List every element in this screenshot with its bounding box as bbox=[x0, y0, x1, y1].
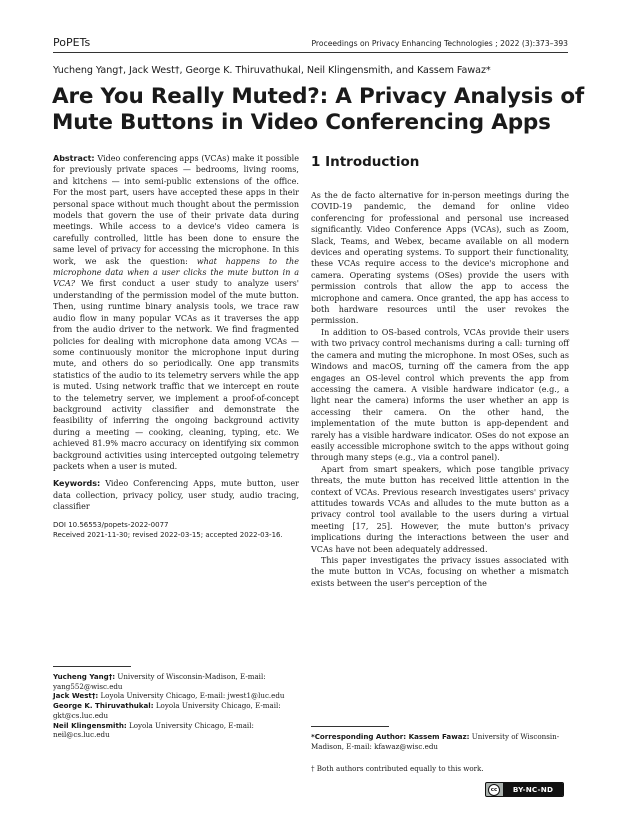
footnote-author-name: George K. Thiruvathukal: bbox=[53, 701, 154, 711]
cc-license-badge[interactable] bbox=[485, 782, 564, 797]
footnote-author-affiliation: Loyola University Chicago, E-mail: neil@cs.luc.edu bbox=[53, 720, 254, 740]
paragraph: In addition to OS-based controls, VCAs provide their users with two privacy control mechanisms during a call: turning off the camera and muting the microphone. In most OSes, such as Windows and macOS, turning off the camera from the app engages an OS-level control which prevents the app from accessing the camera. A visible hardware indicator (e.g., a light near the camera) informs the user whether an app is accessing their camera. On the other hand, the implementation of the mute button is app-dependent and rarely has a visible hardware indicator. OSes do not expose an easily accessible microphone switch to the apps without going through many steps (e.g., via a control panel). bbox=[311, 327, 569, 463]
footnote-author-affiliation: University of Wisconsin-Madison, E-mail: yang552@wisc.edu bbox=[53, 672, 266, 691]
keywords bbox=[53, 478, 299, 512]
abstract-text-2: We first conduct a user study to analyze users' understanding of the permission model of the mute button. Then, using runtime binary analysis tools, we trace raw audio flow in many popular VCAs as it traverses the app from the audio driver to the network. We find fragmented policies for dealing with microphone data among VCAs — some continuously monitor the microphone input during mute, and others do so periodically. One app transmits statistics of the audio to its telemetry servers while the app is muted. Using network traffic that we intercept en route to the telemetry server, we implement a proof-of-concept background activity classifier and demonstrate the feasibility of inferring the ongoing background activity during a meeting — cooking, cleaning, typing, etc. We achieved 81.9% macro accuracy on identifying six common background activities using intercepted outgoing telemetry packets when a user is muted. bbox=[53, 279, 299, 471]
abstract-label: Abstract: bbox=[53, 154, 95, 163]
footnote-author bbox=[53, 701, 299, 720]
abstract-question: what happens to the microphone data when a user clicks the mute button in a VCA? bbox=[53, 256, 299, 289]
doi-block bbox=[53, 520, 299, 540]
abstract bbox=[53, 153, 299, 472]
left-column bbox=[53, 153, 299, 540]
corresponding-author-name: *Corresponding Author: Kassem Fawaz: bbox=[311, 732, 470, 741]
footnote-author-affiliation: Loyola University Chicago, E-mail: jwest1@luc.edu bbox=[98, 691, 285, 701]
footnote-author bbox=[53, 721, 299, 740]
proceedings-citation: Proceedings on Privacy Enhancing Technologies ; 2022 (3):373–393 bbox=[311, 39, 568, 48]
footnote-author-name: Jack West†: bbox=[53, 691, 99, 701]
received-dates: Received 2021-11-30; revised 2022-03-15; accepted 2022-03-16. bbox=[53, 530, 283, 539]
section-heading: 1 Introduction bbox=[311, 154, 420, 170]
corresponding-author-affiliation: University of Wisconsin-Madison, E-mail: kfawaz@wisc.edu bbox=[311, 732, 560, 751]
footnote-author-name: Yucheng Yang†: bbox=[53, 672, 116, 681]
keywords-label: Keywords: bbox=[53, 479, 101, 489]
footnote-author-affiliation: Loyola University Chicago, E-mail: gkt@cs.luc.edu bbox=[53, 701, 281, 720]
corresponding-author bbox=[311, 732, 569, 751]
footnote-author bbox=[53, 691, 299, 701]
footnote-author-name: Neil Klingensmith: bbox=[53, 720, 127, 730]
equal-contribution-note: † Both authors contributed equally to this work. bbox=[311, 764, 484, 773]
author-list: Yucheng Yang†, Jack West†, George K. Thiruvathukal, Neil Klingensmith, and Kassem Fawaz* bbox=[53, 65, 491, 76]
running-header bbox=[53, 36, 568, 50]
abstract-text-1: Video conferencing apps (VCAs) make it possible for previously private spaces — bedrooms, living rooms, and kitchens — into semi-public extensions of the office. For the most part, users have accepted these apps in their personal space without much thought about the permission models that govern the use of their private data during meetings. While access to a device's video camera is carefully controlled, little has been done to ensure the same level of privacy for accessing the microphone. In this work, we ask the question: bbox=[53, 154, 300, 266]
paragraph: As the de facto alternative for in-person meetings during the COVID-19 pandemic, the demand for online video conferencing for professional and personal use increased significantly. Video Conference Apps (VCAs), such as Zoom, Slack, Teams, and Webex, became available on all modern devices and operating systems. To support their functionality, these VCAs require access to the device's microphone and camera. Operating systems (OSes) provide the users with permission controls that allow the app to access the microphone and camera. Once granted, the app has access to both hardware resources until the user revokes the permission. bbox=[311, 191, 569, 326]
right-column bbox=[311, 154, 569, 589]
footnote-rule bbox=[53, 666, 131, 667]
doi: DOI 10.56553/popets-2022-0077 bbox=[53, 520, 169, 529]
keywords-text: Video Conferencing Apps, mute button, user data collection, privacy policy, user study, audio tracing, classifier bbox=[53, 479, 300, 512]
journal-name: PoPETs bbox=[53, 36, 91, 49]
header-rule bbox=[53, 52, 568, 53]
paper-title: Are You Really Muted?: A Privacy Analysis of Mute Buttons in Video Conferencing Apps bbox=[52, 84, 585, 135]
corresponding-footnote bbox=[311, 726, 569, 751]
footnote-author bbox=[53, 672, 299, 691]
author-footnotes bbox=[53, 666, 299, 740]
paragraph: Apart from smart speakers, which pose tangible privacy threats, the mute button has received little attention in the context of VCAs. Previous research investigates users' privacy attitudes towards VCAs and alludes to the mute button as a privacy control tool available to the users during a virtual meeting [17, 25]. However, the mute button's privacy implications during the interactions between the user and VCAs have not been adequately addressed. bbox=[311, 464, 569, 554]
footnote-rule bbox=[311, 726, 389, 727]
license-text: BY-NC-ND bbox=[503, 783, 563, 796]
creative-commons-icon: cc bbox=[488, 784, 500, 796]
paragraph: This paper investigates the privacy issues associated with the mute button in VCAs, focusing on whether a mismatch exists between the user's perception of the bbox=[311, 556, 569, 588]
